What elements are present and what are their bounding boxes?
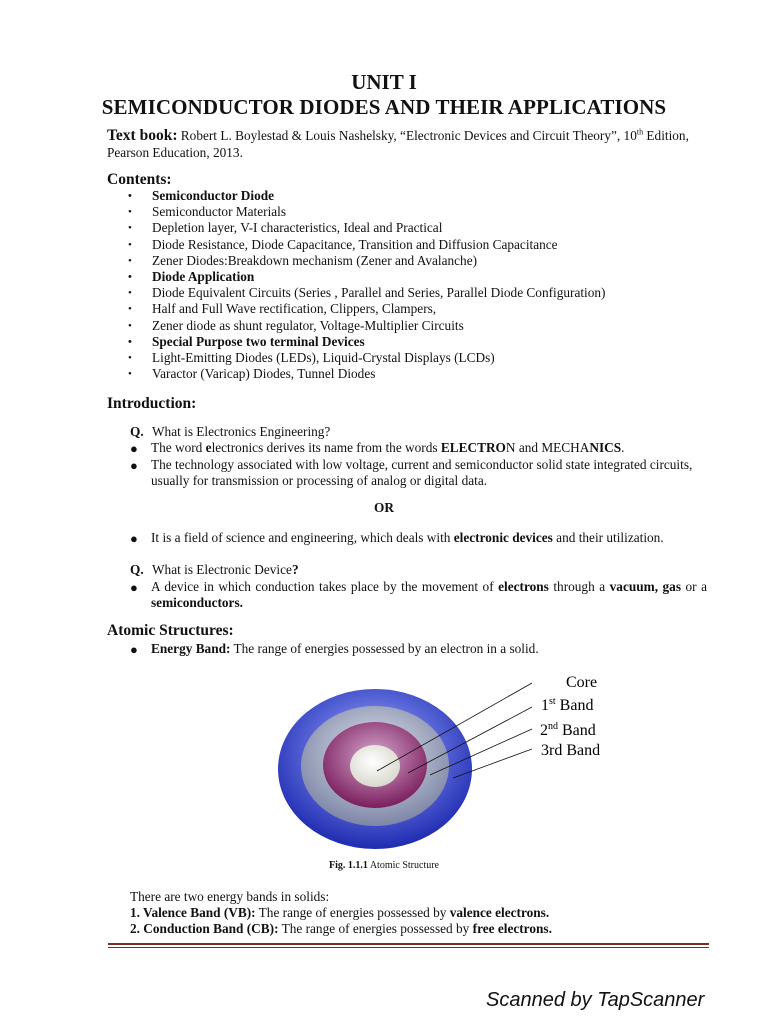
list-item: • Semiconductor Materials — [128, 204, 605, 220]
list-item: • Diode Resistance, Diode Capacitance, Transition and Diffusion Capacitance — [128, 237, 605, 253]
introduction-heading: Introduction: — [107, 395, 197, 412]
text-run: The range of energies possessed by — [255, 905, 450, 920]
intro-bullet-4 — [151, 579, 707, 611]
question-text: What is Electronic Device — [152, 562, 292, 577]
contents-list — [128, 188, 605, 382]
text-run-bold: electrons — [498, 579, 549, 594]
list-item: • Light-Emitting Diodes (LEDs), Liquid-Crystal Displays (LCDs) — [128, 350, 605, 366]
valence-band-definition — [130, 905, 549, 921]
intro-bullet-3 — [151, 530, 707, 546]
text-run-bold: electronic devices — [453, 530, 553, 545]
caption-text: Atomic Structure — [367, 860, 439, 871]
list-item: • Depletion layer, V-I characteristics, Ideal and Practical — [128, 220, 605, 236]
energy-band-definition — [151, 641, 707, 657]
text-run: or a — [681, 579, 707, 594]
atomic-structure-figure — [270, 665, 630, 855]
list-item: • Zener Diodes:Breakdown mechanism (Zener and Avalanche) — [128, 253, 605, 269]
conduction-band-definition — [130, 921, 552, 937]
bullet-dot: ● — [130, 531, 138, 546]
page-title: SEMICONDUCTOR DIODES AND THEIR APPLICATIONS — [101, 95, 667, 119]
text-run-bold: valence electrons. — [449, 905, 550, 920]
contents-heading: Contents: — [107, 171, 172, 188]
bullet-dot: ● — [130, 458, 138, 473]
unit-heading: UNIT I — [351, 70, 417, 94]
textbook-label: Text book: — [107, 127, 178, 144]
question-text: What is Electronics Engineering? — [152, 424, 331, 439]
list-item: • Half and Full Wave rectification, Clippers, Clampers, — [128, 301, 605, 317]
list-item: • Diode Equivalent Circuits (Series , Parallel and Series, Parallel Diode Configuration) — [128, 285, 605, 301]
textbook-sup: th — [636, 127, 644, 137]
text-run-bold: vacuum, gas — [609, 579, 682, 594]
text-run-bold: e — [205, 440, 212, 455]
intro-bullet-2: The technology associated with low voltage, current and semiconductor solid state integrated circuits, usually for transmission or processing of analog or digital data. — [151, 457, 693, 488]
text-run-bold: semiconductors. — [151, 595, 243, 610]
two-bands-intro: There are two energy bands in solids: — [130, 889, 330, 904]
bullet-dot: ● — [130, 580, 138, 595]
or-separator: OR — [374, 500, 394, 515]
list-item: • Semiconductor Diode — [128, 188, 605, 204]
atomic-structures-heading: Atomic Structures: — [107, 622, 234, 639]
question-2 — [130, 562, 299, 578]
text-run: The range of energies possessed by — [278, 921, 473, 936]
conduction-band-label: 2. Conduction Band (CB): — [130, 921, 279, 936]
text-run: . — [621, 440, 625, 455]
question-mark: ? — [291, 562, 299, 577]
intro-bullet-1 — [151, 440, 707, 456]
text-run: N and MECHA — [505, 440, 590, 455]
textbook-text: Robert L. Boylestad & Louis Nashelsky, “Electronic Devices and Circuit Theory”, 10 — [177, 128, 637, 143]
band1-label: 1st Band — [541, 696, 594, 714]
list-item: • Varactor (Varicap) Diodes, Tunnel Diodes — [128, 366, 605, 382]
list-item: • Zener diode as shunt regulator, Voltage-Multiplier Circuits — [128, 318, 605, 334]
text-run-bold: NICS — [589, 440, 622, 455]
energy-band-text: The range of energies possessed by an electron in a solid. — [230, 641, 539, 656]
text-run: The word — [151, 440, 206, 455]
list-item: • Special Purpose two terminal Devices — [128, 334, 605, 350]
text-run: through a — [548, 579, 610, 594]
energy-band-label: Energy Band: — [151, 641, 231, 656]
bullet-dot: ● — [130, 441, 138, 456]
text-run-bold: free electrons. — [472, 921, 552, 936]
question-1 — [130, 424, 330, 440]
figure-caption — [0, 860, 768, 871]
question-label: Q. — [130, 562, 144, 577]
core-label: Core — [566, 674, 598, 691]
footer-rule-thick — [108, 943, 709, 945]
text-run: It is a field of science and engineering, which deals with — [151, 530, 454, 545]
core-circle — [350, 745, 400, 787]
textbook-text-end: Edition, Pearson Education, 2013. — [107, 128, 689, 160]
band2-label: 2nd Band — [540, 721, 596, 739]
question-label: Q. — [130, 424, 144, 439]
list-item: • Diode Application — [128, 269, 605, 285]
caption-label: Fig. 1.1.1 — [329, 860, 368, 871]
valence-band-label: 1. Valence Band (VB): — [130, 905, 256, 920]
text-run: lectronics derives its name from the words — [211, 440, 441, 455]
bullet-dot: ● — [130, 642, 138, 657]
scanner-watermark: Scanned by TapScanner — [486, 989, 705, 1011]
footer-rule-thin — [108, 947, 709, 948]
textbook-reference — [107, 127, 707, 161]
band3-label: 3rd Band — [541, 742, 601, 759]
text-run-bold: ELECTRO — [440, 440, 506, 455]
text-run: and their utilization. — [552, 530, 664, 545]
text-run: A device in which conduction takes place by the movement of — [151, 579, 499, 594]
